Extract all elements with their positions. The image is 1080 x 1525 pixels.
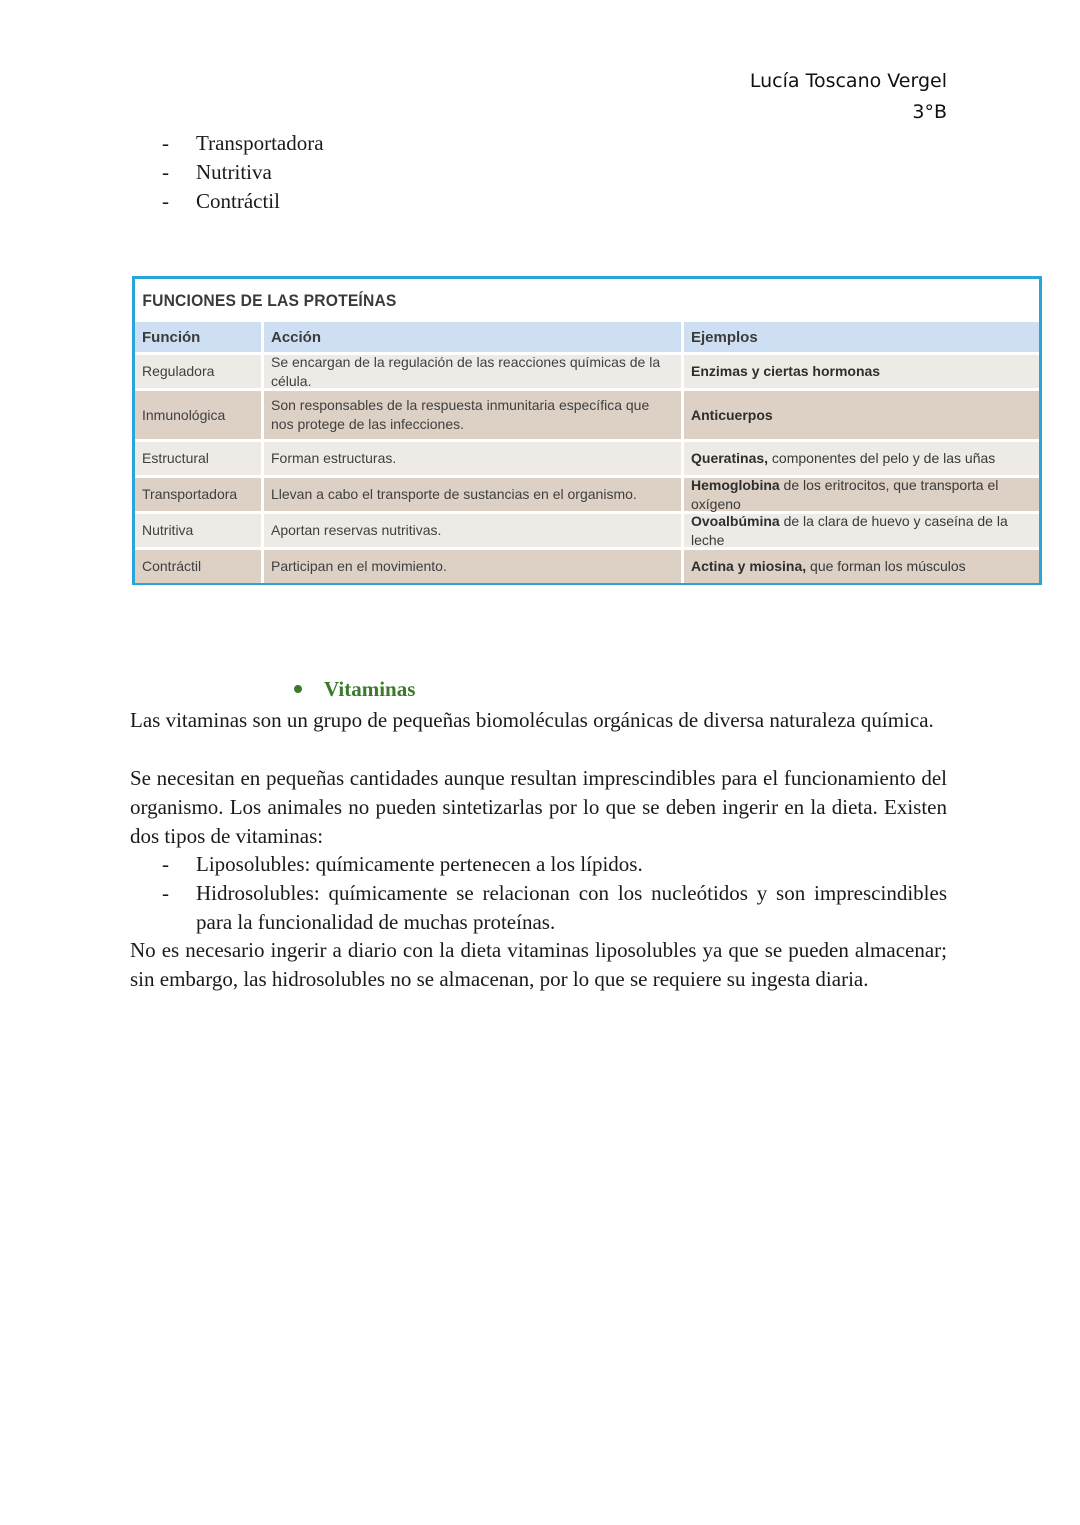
ejemplo-rest: componentes del pelo y de las uñas [768,450,996,466]
ejemplo-bold: Actina y miosina, [691,558,807,574]
table-row [135,511,1039,547]
list-item: - Liposolubles: químicamente pertenecen a los lípidos. [160,850,947,879]
table-row [135,475,1039,511]
section-title-text: Vitaminas [324,677,416,701]
cell-funcion: Estructural [142,450,209,466]
author-name: Lucía Toscano Vergel [749,70,947,92]
header-accion: Acción [261,322,681,352]
ejemplo-bold: Queratinas, [691,450,769,466]
cell-ejemplo [681,550,1039,583]
list-item: - Contráctil [160,187,324,216]
table-row [135,439,1039,475]
ejemplo-bold: Hemoglobina [691,476,780,493]
table-row [135,388,1039,439]
page-header [750,66,947,128]
table-row [135,547,1039,583]
table-header-row [135,319,1039,352]
cell-funcion: Inmunológica [142,406,226,423]
paragraph: Se necesitan en pequeñas cantidades aunque resultan imprescindibles para el funcionamiento del organismo. Los animales no pueden sintetizarlas por lo que se deben ingerir en la dieta. Existen dos tipos de vitaminas: [130,766,947,848]
list-item: - Hidrosolubles: químicamente se relacionan con los nucleótidos y son imprescindibles para la funcionalidad de muchas proteínas. [160,879,947,937]
cell-ejemplo [681,391,1039,439]
list-item: - Transportadora [160,129,324,158]
table-row [135,352,1039,388]
protein-functions-list [160,129,324,216]
cell-accion: Aportan reservas nutritivas. [261,514,681,547]
cell-funcion: Contráctil [142,558,202,574]
bullet-icon [294,685,302,693]
cell-ejemplo [681,478,1039,511]
ejemplo-rest: de los eritrocitos, que transporta el oxígeno [691,476,999,512]
class-label: 3°B [912,101,947,123]
cell-funcion: Reguladora [142,363,215,379]
cell-accion: Llevan a cabo el transporte de sustancias en el organismo. [261,478,681,511]
paragraph: No es necesario ingerir a diario con la dieta vitaminas liposolubles ya que se pueden almacenar; sin embargo, las hidrosolubles no se almacenan, por lo que se requiere su ingesta diaria. [130,938,947,991]
header-ejemplos: Ejemplos [681,322,1039,352]
header-funcion: Función [142,328,201,346]
cell-ejemplo [681,442,1039,475]
table-title: FUNCIONES DE LAS PROTEÍNAS [142,291,397,310]
cell-accion: Forman estructuras. [261,442,681,475]
cell-ejemplo [681,514,1039,547]
ejemplo-rest: que forman los músculos [806,558,966,574]
cell-ejemplo [681,355,1039,388]
ejemplo-rest: de la clara de huevo y caseína de la leche [691,512,1008,548]
protein-functions-table [132,276,1042,585]
vitamin-types-list [160,850,947,937]
ejemplo-bold: Ovoalbúmina [691,512,780,529]
section-heading-vitaminas [294,677,415,702]
list-item: - Nutritiva [160,158,324,187]
paragraph: Las vitaminas son un grupo de pequeñas biomoléculas orgánicas de diversa naturaleza química. [130,708,934,732]
cell-accion: Se encargan de la regulación de las reacciones químicas de la célula. [261,355,681,388]
ejemplo-bold: Anticuerpos [691,406,773,423]
cell-funcion: Transportadora [142,486,238,502]
cell-accion: Participan en el movimiento. [261,550,681,583]
ejemplo-bold: Enzimas y ciertas hormonas [691,363,881,379]
cell-accion: Son responsables de la respuesta inmunitaria específica que nos protege de las infecciones. [261,391,681,439]
cell-funcion: Nutritiva [142,522,194,538]
